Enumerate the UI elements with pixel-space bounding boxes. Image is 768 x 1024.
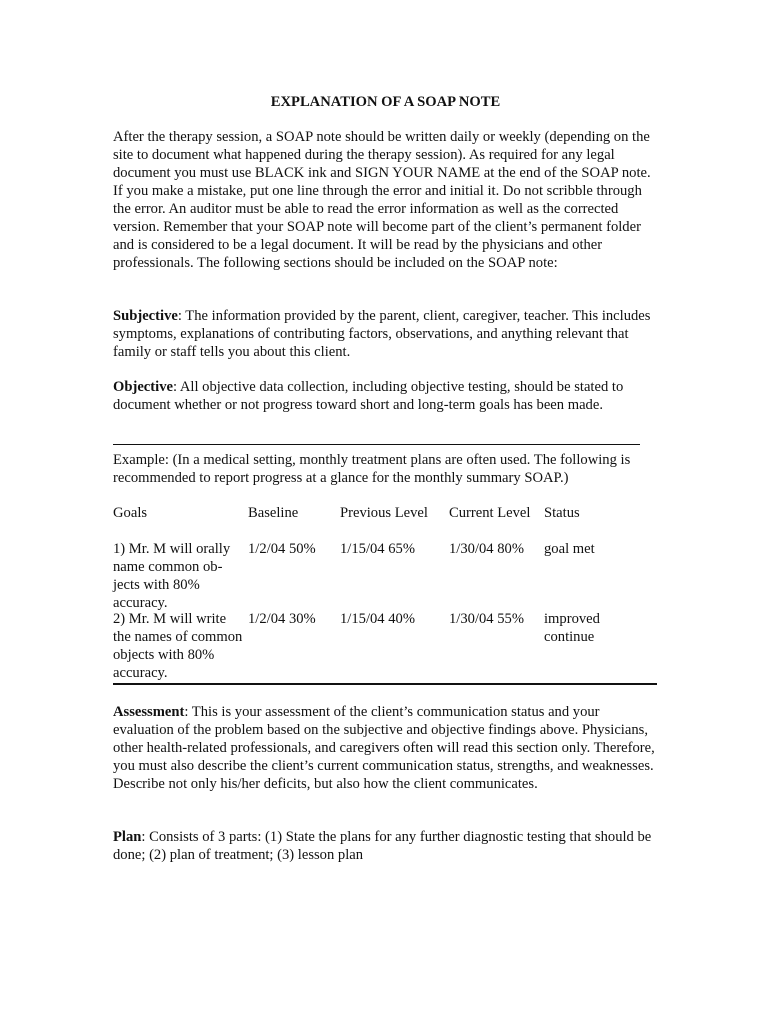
assessment-term: Assessment xyxy=(113,704,185,720)
plan-section xyxy=(113,828,658,864)
plan-term: Plan xyxy=(113,829,142,845)
header-status: Status xyxy=(544,505,580,521)
baseline-cell: 1/2/04 30% xyxy=(248,611,316,627)
objective-section xyxy=(113,378,658,414)
current-level-cell: 1/30/04 55% xyxy=(449,611,524,627)
subjective-section xyxy=(113,307,658,361)
intro-text: After the therapy session, a SOAP note should be written daily or weekly (depending on the site to document what happened during the therapy session). As required for any legal document you must use BLACK ink and SIGN YOUR NAME at the end of the SOAP note. If you make a mistake, put one line through the error and initial it. Do not scribble through the error. An auditor must be able to read the error information as well as the corrected version. Remember that your SOAP note will become part of the client’s permanent folder and is considered to be a legal document. It will be read by the physicians and other professionals. The following sections should be included on the SOAP note: xyxy=(113,129,651,271)
previous-level-cell: 1/15/04 65% xyxy=(340,541,415,557)
subjective-text: : The information provided by the parent, client, caregiver, teacher. This includes symptoms, explanations of contributing factors, observations, and anything relevant that family or staff tells you about this client. xyxy=(113,308,651,360)
status-cell: improved continue xyxy=(544,611,600,645)
assessment-text: : This is your assessment of the client’s communication status and your evaluation of the problem based on the subjective and objective findings above. Physicians, other health-related professionals, and caregivers often will read this section only. Therefore, you must also describe the client’s current communication status, strengths, and weaknesses. Describe not only his/her deficits, but also how the client communicates. xyxy=(113,704,655,792)
document-title: EXPLANATION OF A SOAP NOTE xyxy=(270,94,501,110)
goal-cell: 1) Mr. M will orally name common ob- jects with 80% accuracy. xyxy=(113,541,231,611)
previous-level-cell: 1/15/04 40% xyxy=(340,611,415,627)
baseline-cell: 1/2/04 50% xyxy=(248,541,316,557)
assessment-section xyxy=(113,703,658,793)
subjective-term: Subjective xyxy=(113,308,178,324)
example-paragraph xyxy=(113,451,658,487)
header-goals: Goals xyxy=(113,505,148,521)
header-current-level: Current Level xyxy=(449,505,531,521)
status-cell: goal met xyxy=(544,541,595,557)
objective-text: : All objective data collection, including objective testing, should be stated to document whether or not progress toward short and long-term goals has been made. xyxy=(113,379,624,413)
current-level-cell: 1/30/04 80% xyxy=(449,541,524,557)
section-divider xyxy=(113,444,640,445)
goal-cell: 2) Mr. M will write the names of common objects with 80% accuracy. xyxy=(113,611,243,681)
intro-paragraph xyxy=(113,128,658,272)
header-previous-level: Previous Level xyxy=(340,505,428,521)
header-baseline: Baseline xyxy=(248,505,299,521)
example-text: Example: (In a medical setting, monthly treatment plans are often used. The following is recommended to report progress at a glance for the monthly summary SOAP.) xyxy=(113,452,631,486)
plan-text: : Consists of 3 parts: (1) State the plans for any further diagnostic testing that should be done; (2) plan of treatment; (3) lesson plan xyxy=(113,829,652,863)
table-bottom-rule xyxy=(113,683,657,685)
objective-term: Objective xyxy=(113,379,173,395)
